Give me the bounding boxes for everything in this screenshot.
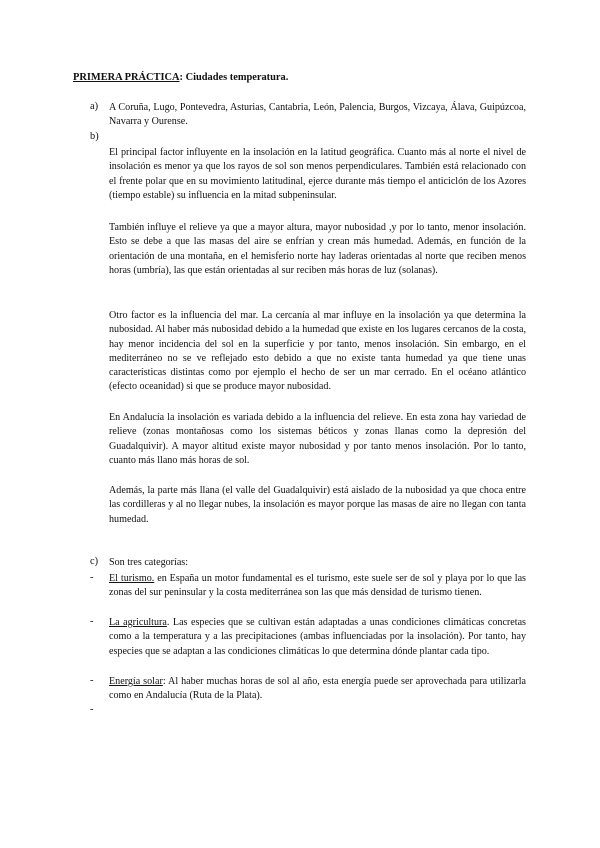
list-item-solar-energy — [109, 675, 526, 704]
list-item-term: El turismo. — [109, 573, 155, 584]
section-b-paragraph: Otro factor es la influencia del mar. La cercanía al mar influye en la insolación ya que determina la nubosidad. Al haber más nubosidad debido a la humedad que existe en los lugares cercanos de la costa, hay menor incidencia del sol en la superficie y por tanto, menos insolación. Sin embargo, en el mediterráneo no se ve reflejado esto debido a que no existe tanta humedad ya que tiene unas características distintas como por ejemplo el hecho de ser un mar cerrado. En el océano atlántico (efecto oceanidad) si que se produce mayor nubosidad. — [109, 310, 526, 393]
list-item-term: La agricultura — [109, 617, 167, 628]
list-item-term: Energía solar — [109, 676, 163, 687]
section-b-paragraph: Además, la parte más llana (el valle del Guadalquivir) está aislado de la nubosidad ya que choca entre las cordilleras y al no llegar nubes, la insolación es mayor porque las masas de aire no llegan con tanta humedad. — [109, 485, 526, 525]
section-b-paragraph: También influye el relieve ya que a mayor altura, mayor nubosidad ,y por lo tanto, menor insolación. Esto se debe a que las masas del aire se enfrían y crean más humedad. Además, en función de la orientación de una montaña, en el hemisferio norte hay laderas orientadas al norte que reciben menos horas (umbría), las que están orientadas al sur reciben más horas de luz (solanas). — [109, 222, 526, 276]
bullet-dash: - — [90, 572, 94, 583]
section-a-text: A Coruña, Lugo, Pontevedra, Asturias, Cantabria, León, Palencia, Burgos, Vizcaya, Álava, Guipúzcoa, Navarra y Ourense. — [109, 102, 526, 128]
list-item-text: en España un motor fundamental es el turismo, este suele ser de sol y playa por lo que las zonas del sur peninsular y la costa mediterránea son las que más densidad de turismo tienen. — [109, 573, 526, 599]
title-colon: : — [179, 72, 183, 83]
bullet-dash-empty: - — [90, 704, 94, 715]
page-title — [73, 72, 288, 83]
section-c-marker: c) — [90, 556, 99, 567]
section-b-paragraph: El principal factor influyente en la insolación en la latitud geográfica. Cuanto más al norte el nivel de insolación es menor ya que los rayos de sol son menos perpendiculares. También está relacionado con el frente polar que en su movimiento latitudinal, ejerce durante más tiempo el anticiclón de los Azores (tiempo estable) su influencia en la mitad subpeninsular. — [109, 147, 526, 201]
section-a-marker: a) — [90, 101, 99, 112]
title-subtitle: Ciudades temperatura. — [182, 72, 289, 83]
section-c-intro: Son tres categorías: — [109, 557, 189, 568]
bullet-dash: - — [90, 616, 94, 627]
title-label: PRIMERA PRÁCTICA — [73, 72, 180, 83]
section-b-marker: b) — [90, 131, 99, 142]
section-b-paragraph: En Andalucía la insolación es variada debido a la influencia del relieve. En esta zona hay variedad de relieve (zonas montañosas como los sistemas béticos y zonas llanas como la depresión del Guadalquivir). A mayor altitud existe mayor nubosidad y por tanto menos insolación. Por lo tanto, cuanto más llano más horas de sol. — [109, 412, 526, 466]
list-item-text: . Las especies que se cultivan están adaptadas a unas condiciones climáticas concretas como a la temperatura y a las precipitaciones (ambas influenciadas por la insolación). Por tanto, hay especies que se adaptan a las condiciones climáticas lo que determina dónde plantar cada tipo. — [109, 617, 526, 657]
bullet-dash: - — [90, 675, 94, 686]
list-item-agriculture — [109, 616, 526, 659]
list-item-tourism — [109, 572, 526, 601]
list-item-text: : Al haber muchas horas de sol al año, esta energía puede ser aprovechada para utilizarla como en Andalucía (Ruta de la Plata). — [109, 676, 526, 702]
